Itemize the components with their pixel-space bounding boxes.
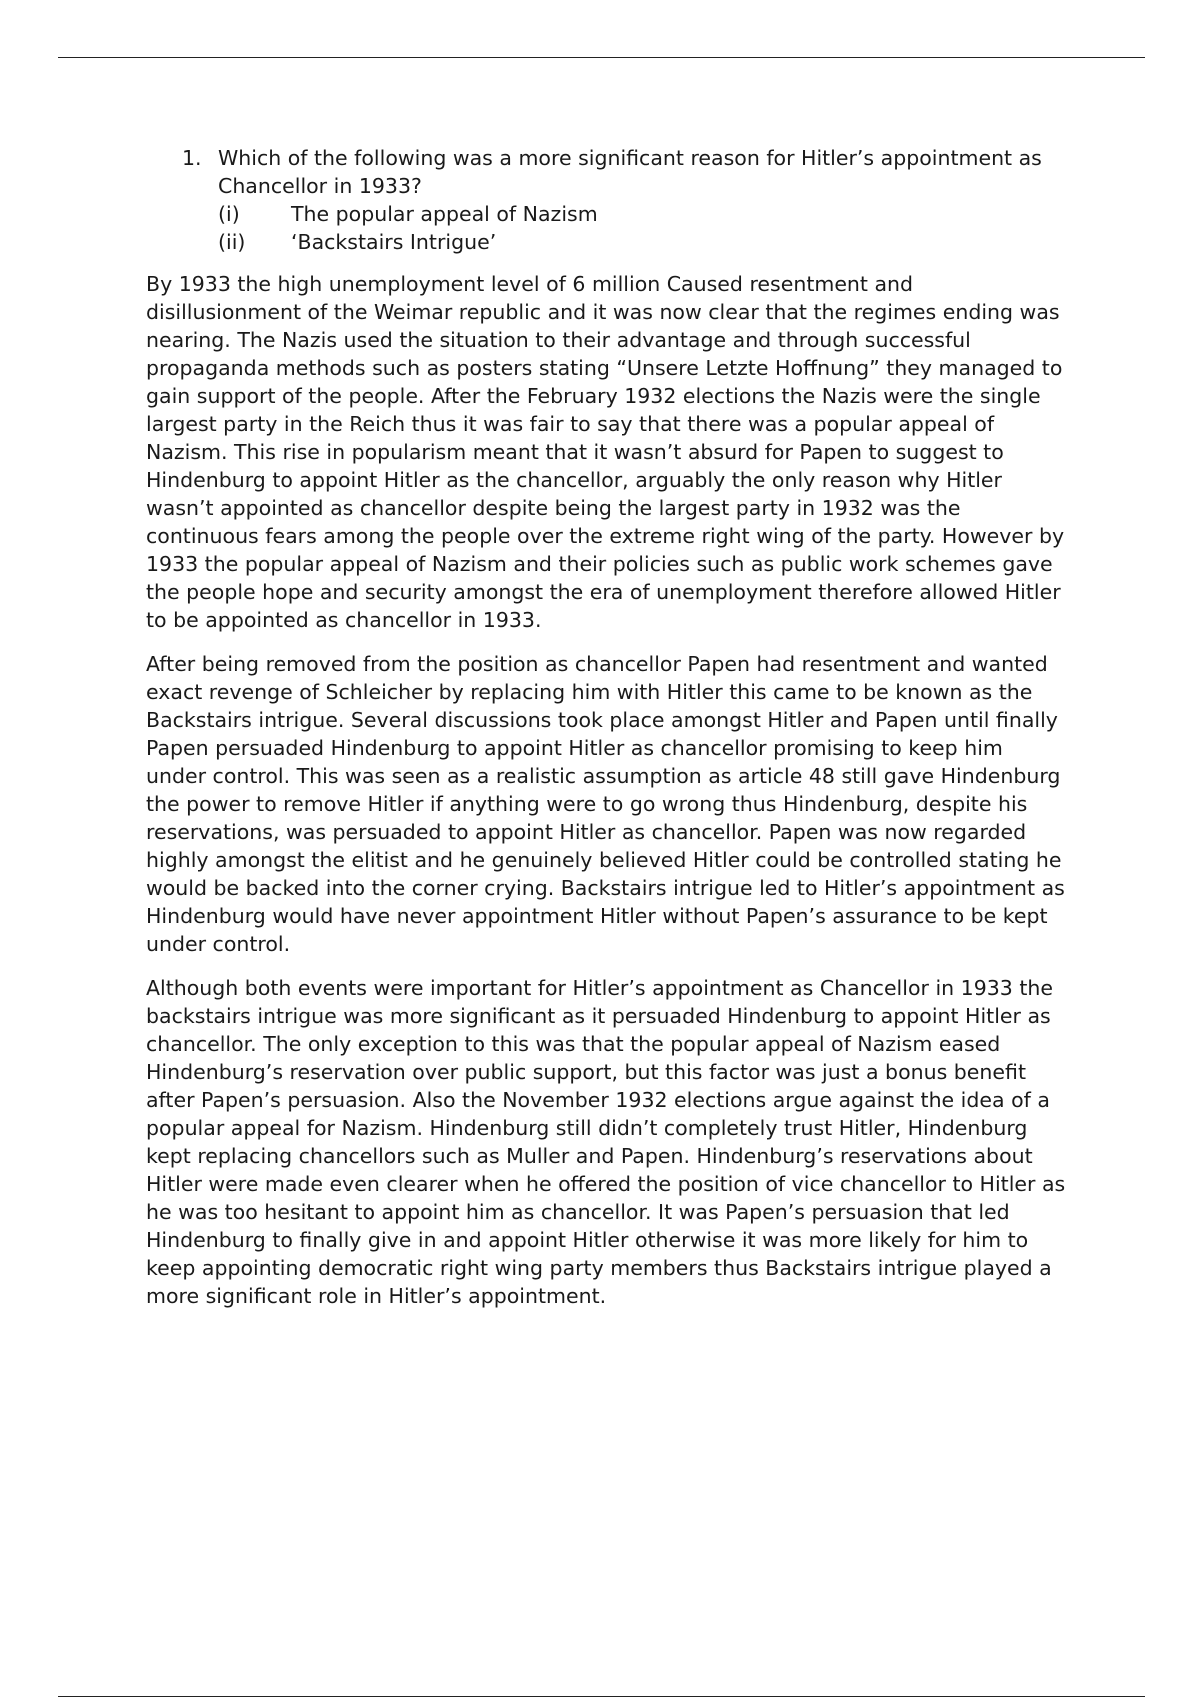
option-item [218, 228, 1066, 256]
question [146, 144, 1066, 256]
question-text: Which of the following was a more significant reason for Hitler’s appointment as Chancellor in 1933? [218, 146, 1042, 198]
question-number: 1. [182, 146, 202, 170]
header-rule [58, 57, 1145, 58]
option-text: ‘Backstairs Intrigue’ [291, 230, 497, 254]
footer-rule [58, 1696, 1145, 1697]
option-marker: (i) [218, 202, 240, 226]
question-options [218, 200, 1066, 256]
option-item [218, 200, 1066, 228]
paragraph-popular-appeal: By 1933 the high unemployment level of 6 million Caused resentment and disillusionment of the Weimar republic and it was now clear that the regimes ending was nearing. The Nazis used the situation to their advantage and through successful propaganda methods such as posters stating “Unsere Letzte Hoffnung” they managed to gain support of the people. After the February 1932 elections the Nazis were the single largest party in the Reich thus it was fair to say that there was a popular appeal of Nazism. This rise in popularism meant that it wasn’t absurd for Papen to suggest to Hindenburg to appoint Hitler as the chancellor, arguably the only reason why Hitler wasn’t appointed as chancellor despite being the largest party in 1932 was the continuous fears among the people over the extreme right wing of the party. However by 1933 the popular appeal of Nazism and their policies such as public work schemes gave the people hope and security amongst the era of unemployment therefore allowed Hitler to be appointed as chancellor in 1933. [146, 272, 1065, 632]
document-body [146, 144, 1066, 1326]
option-text: The popular appeal of Nazism [291, 202, 598, 226]
option-marker: (ii) [218, 230, 246, 254]
paragraph-conclusion: Although both events were important for Hitler’s appointment as Chancellor in 1933 the backstairs intrigue was more significant as it persuaded Hindenburg to appoint Hitler as chancellor. The only exception to this was that the popular appeal of Nazism eased Hindenburg’s reservation over public support, but this factor was just a bonus benefit after Papen’s persuasion. Also the November 1932 elections argue against the idea of a popular appeal for Nazism. Hindenburg still didn’t completely trust Hitler, Hindenburg kept replacing chancellors such as Muller and Papen. Hindenburg’s reservations about Hitler were made even clearer when he offered the position of vice chancellor to Hitler as he was too hesitant to appoint him as chancellor. It was Papen’s persuasion that led Hindenburg to finally give in and appoint Hitler otherwise it was more likely for him to keep appointing democratic right wing party members thus Backstairs intrigue played a more significant role in Hitler’s appointment. [146, 976, 1066, 1308]
paragraph-backstairs-intrigue: After being removed from the position as chancellor Papen had resentment and wanted exact revenge of Schleicher by replacing him with Hitler this came to be known as the Backstairs intrigue. Several discussions took place amongst Hitler and Papen until finally Papen persuaded Hindenburg to appoint Hitler as chancellor promising to keep him under control. This was seen as a realistic assumption as article 48 still gave Hindenburg the power to remove Hitler if anything were to go wrong thus Hindenburg, despite his reservations, was persuaded to appoint Hitler as chancellor. Papen was now regarded highly amongst the elitist and he genuinely believed Hitler could be controlled stating he would be backed into the corner crying. Backstairs intrigue led to Hitler’s appointment as Hindenburg would have never appointment Hitler without Papen’s assurance to be kept under control. [146, 652, 1065, 956]
